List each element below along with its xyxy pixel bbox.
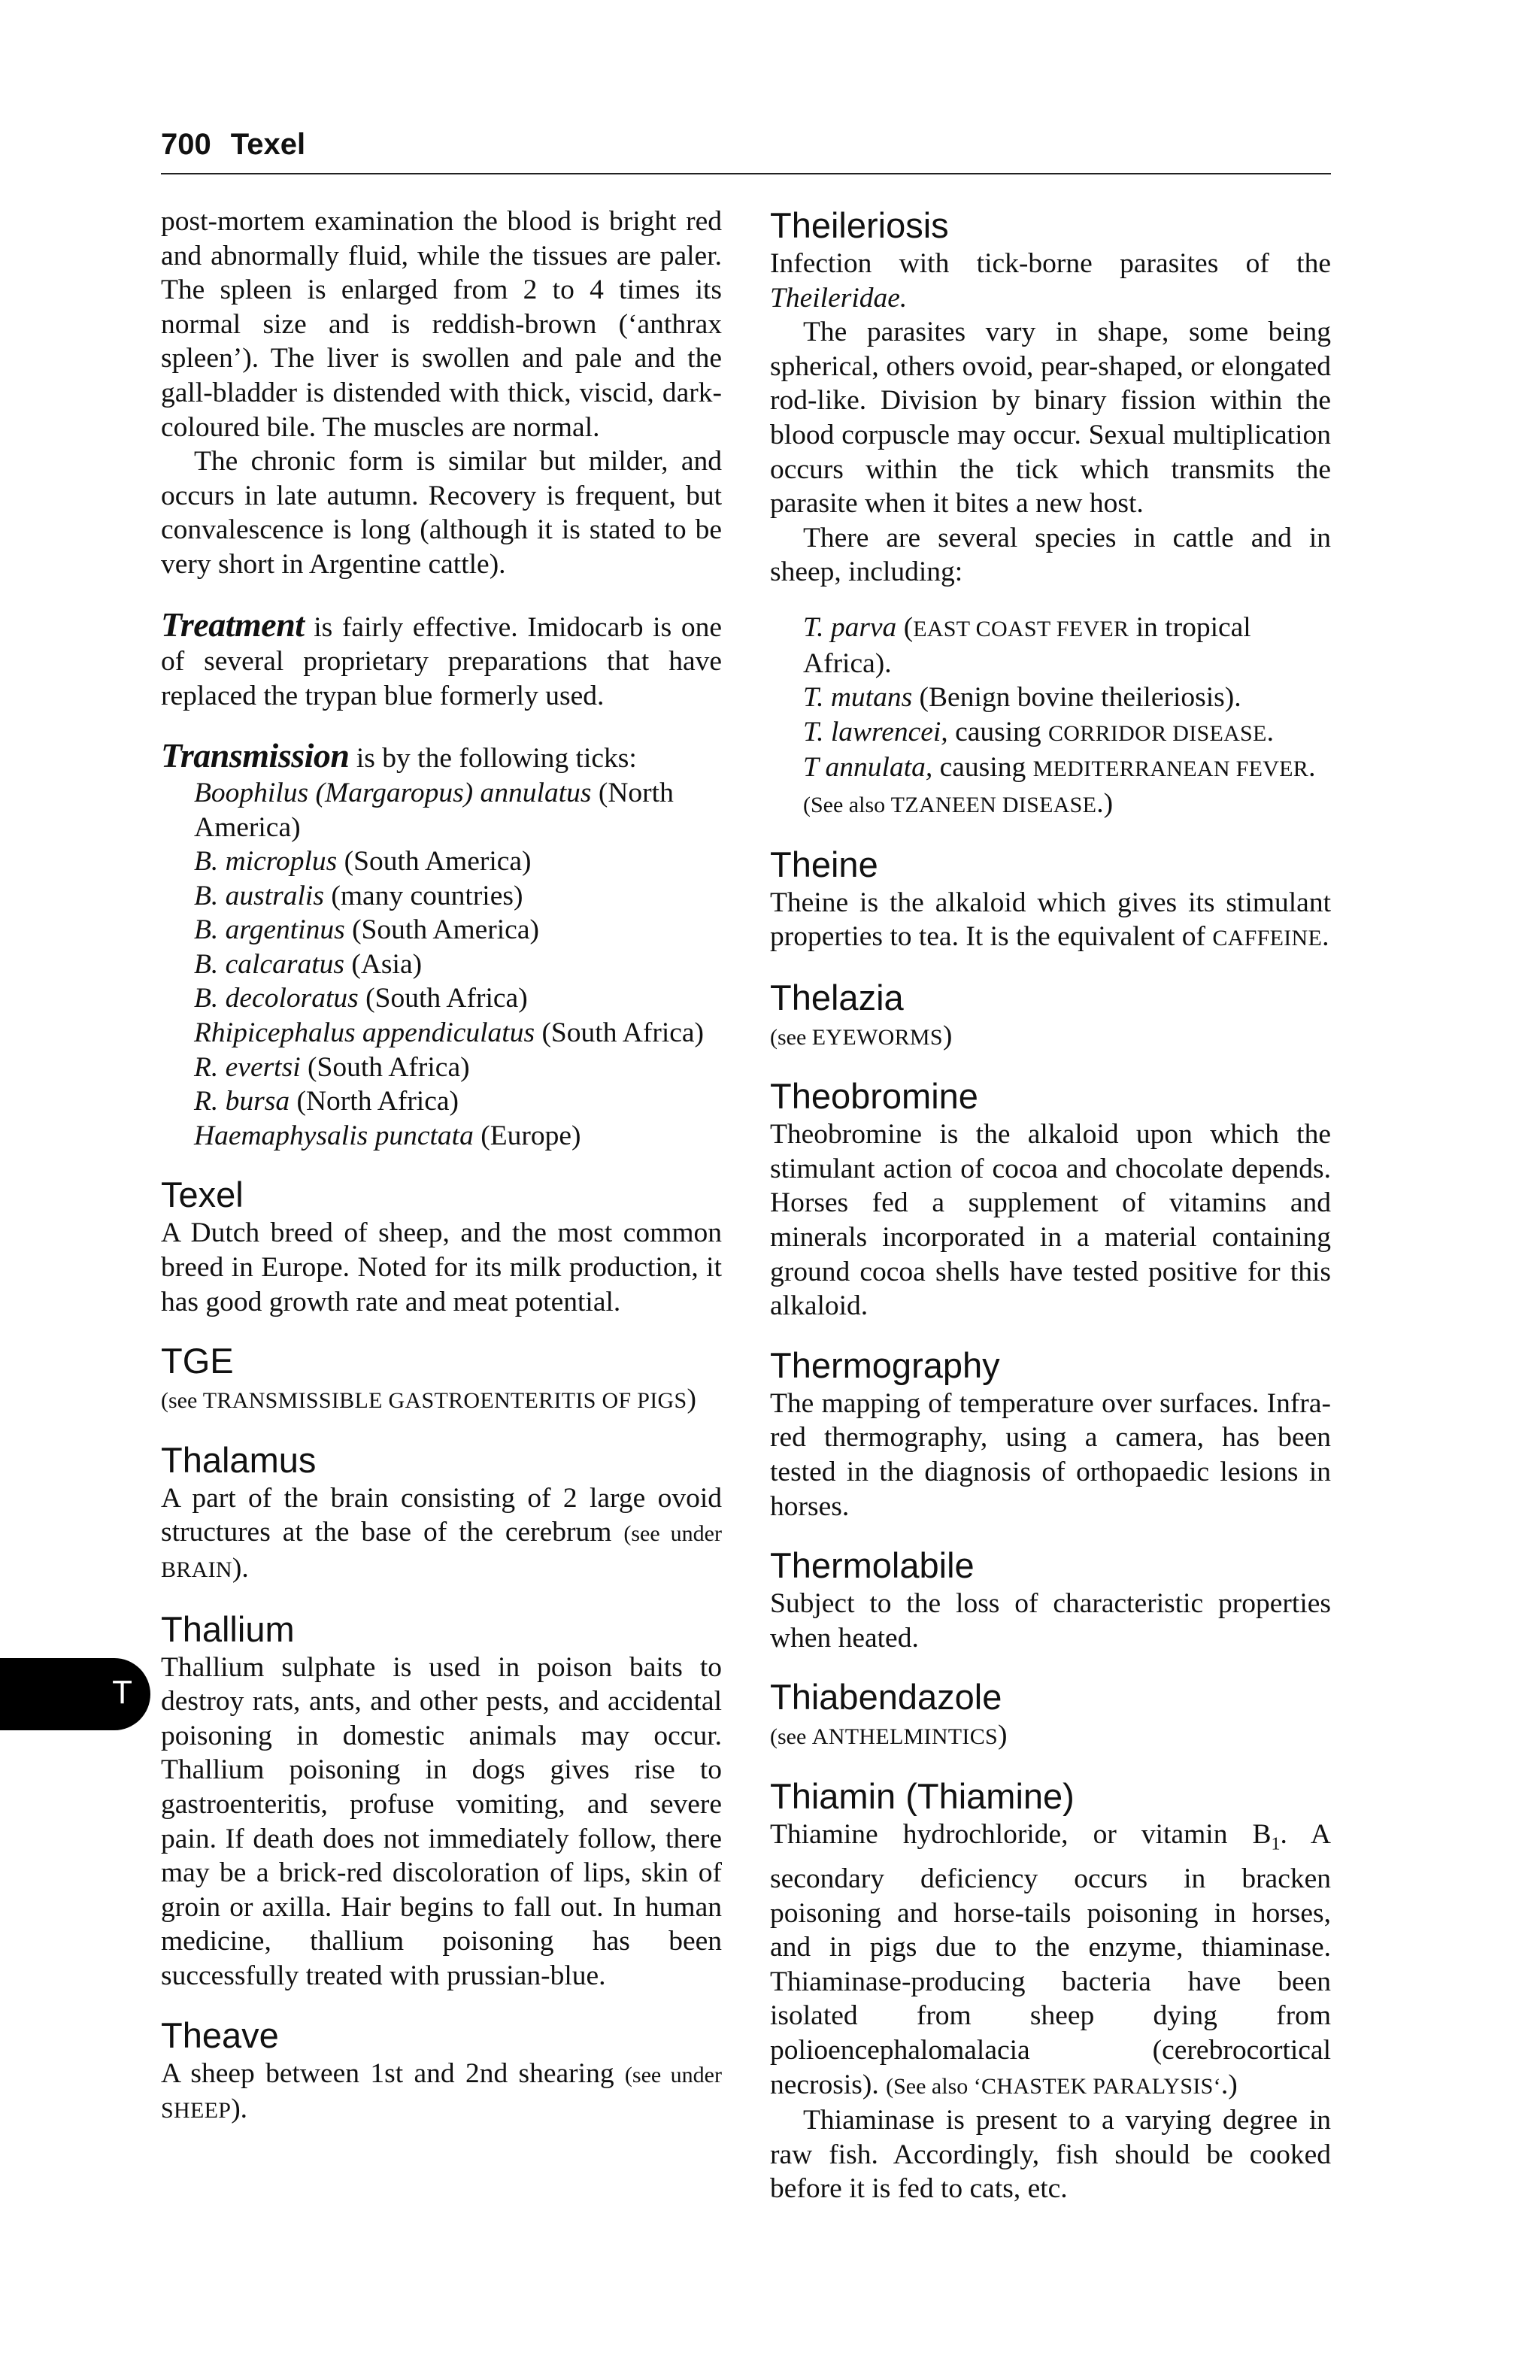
entry-text-texel: A Dutch breed of sheep, and the most common breed in Europe. Noted for its milk production, it has good growth rate and meat potential. xyxy=(161,1217,722,1317)
punctuation: ) xyxy=(998,1720,1008,1751)
entry-heading-thalamus: Thalamus xyxy=(161,1439,317,1480)
species-name: T annulata, xyxy=(803,752,933,784)
tick-region: (South America) xyxy=(337,846,532,878)
anthrax-paragraph: post-mortem examination the blood is bright red and abnormally fluid, while the tissues are paler. The spleen is enlarged from 2 to 4 times its normal size and is reddish-brown (‘anthrax spleen’). The liver is swollen and pale and the gall-bladder is distended with thick, viscid, dark-coloured bile. The muscles are normal. xyxy=(161,206,722,443)
cross-reference: BRAIN xyxy=(161,1557,232,1582)
tick-region: (Asia) xyxy=(344,948,423,980)
tick-region: (North Africa) xyxy=(290,1086,459,1117)
treatment-paragraph xyxy=(161,605,722,714)
cross-reference: TRANSMISSIBLE GASTROENTERITIS OF PIGS xyxy=(202,1388,687,1414)
theileria-species-list xyxy=(770,611,1331,823)
entry-heading-thiamin: Thiamin (Thiamine) xyxy=(770,1776,1075,1816)
tick-item xyxy=(161,1119,722,1154)
transmission-paragraph xyxy=(161,738,722,776)
theileriosis-parasites-paragraph: The parasites vary in shape, some being spherical, others ovoid, pear-shaped, or elongated rod-like. Division by binary fission within the blood corpuscle may occur. Sexual multiplication occurs within the tick which transmits the parasite when it bites a new host. xyxy=(770,317,1331,520)
see-label: (See also xyxy=(886,2073,974,2099)
punctuation: ) xyxy=(942,1020,953,1051)
see-label: (see xyxy=(770,1724,812,1750)
see-also-line xyxy=(770,787,1331,823)
entry-text-thermolabile: Subject to the loss of characteristic properties when heated. xyxy=(770,1588,1331,1654)
tick-region: (North America) xyxy=(194,777,674,843)
punctuation: .) xyxy=(1220,2069,1238,2100)
thiaminase-paragraph: Thiaminase is present to a varying degree in raw fish. Accordingly, fish should be cooked before it is fed to cats, etc. xyxy=(770,2105,1331,2205)
running-head-title: Texel xyxy=(230,128,306,161)
punctuation: ). xyxy=(232,1553,249,1584)
entry-text-theave xyxy=(161,2057,722,2128)
entry-text-thiabendazole xyxy=(770,1718,1331,1754)
tick-species-name: B. microplus xyxy=(194,846,338,878)
entry-heading-theave: Theave xyxy=(161,2015,279,2055)
tick-item xyxy=(161,981,722,1016)
chronic-form-paragraph: The chronic form is similar but milder, and occurs in late autumn. Recovery is frequent, but convalescence is long (although it is stated to be very short in Argentine cattle). xyxy=(161,446,722,580)
species-text: (Benign bovine theileriosis). xyxy=(912,682,1241,714)
theileriosis-definition xyxy=(770,247,1331,315)
tick-species-name: B. calcaratus xyxy=(194,948,344,980)
cross-reference: EYEWORMS xyxy=(811,1024,943,1050)
entry-text-thiamin xyxy=(770,1818,1331,2103)
entry-heading-theileriosis: Theileriosis xyxy=(770,205,949,245)
cross-reference: ANTHELMINTICS xyxy=(811,1724,999,1750)
treatment-subheading: Treatment xyxy=(161,605,305,644)
see-label: (See also xyxy=(803,792,891,817)
entry-heading-theine: Theine xyxy=(770,844,878,884)
tick-region: (South America) xyxy=(344,914,539,946)
tick-item xyxy=(161,947,722,982)
species-text: causing xyxy=(947,716,1048,747)
tick-list xyxy=(161,776,722,1154)
tick-region: (South Africa) xyxy=(300,1051,470,1083)
species-text: causing xyxy=(932,752,1033,784)
entry-body: . A secondary deficiency occurs in bracken poisoning and horse-tails poisoning in horses, and in pigs due to the enzyme, thiaminase. Thiaminase-producing bacteria have been isolated from sheep dying from polioencephalomalacia (cerebrocortical necrosis). xyxy=(770,1819,1332,2100)
tick-item xyxy=(161,879,722,914)
entry-text-thermography: The mapping of temperature over surfaces. Infra-red thermography, using a camera, has been tested in the diagnosis of orthopaedic lesions in horses. xyxy=(770,1387,1331,1522)
entry-text-tge xyxy=(161,1382,722,1418)
cross-reference: CORRIDOR DISEASE xyxy=(1048,720,1267,746)
punctuation: .) xyxy=(1096,787,1114,819)
tick-item xyxy=(161,1051,722,1085)
cross-reference: TZANEEN DISEASE xyxy=(890,792,1097,817)
punctuation: . xyxy=(1322,921,1329,953)
species-item xyxy=(770,681,1331,715)
entry-heading-theobromine: Theobromine xyxy=(770,1076,978,1117)
treatment-text: is fairly effective. Imidocarb is one of several proprietary preparations that have replaced the trypan blue formerly used. xyxy=(161,611,722,711)
theileriosis-species-intro: There are several species in cattle and in sheep, including: xyxy=(770,522,1331,588)
species-item xyxy=(770,715,1331,751)
entry-body: A sheep between 1st and 2nd shearing xyxy=(161,2057,625,2089)
entry-heading-thiabendazole: Thiabendazole xyxy=(770,1677,1002,1718)
see-label: (see xyxy=(161,1388,203,1414)
left-column xyxy=(161,205,722,2128)
tick-species-name: B. australis xyxy=(194,880,324,911)
tick-region: (many countries) xyxy=(323,880,523,911)
tick-item xyxy=(161,776,722,844)
entry-text-thallium: Thallium sulphate is used in poison baits to destroy rats, ants, and other pests, and accidental poisoning in domestic animals may occur. Thallium poisoning in dogs gives rise to gastroenteritis, profuse vomiting, and severe pain. If death does not immediately follow, there may be a brick-red discoloration of lips, skin of groin or axilla. Hair begins to fall out. In human medicine, thallium poisoning has been successfully treated with prussian-blue. xyxy=(161,1651,722,1991)
punctuation: ) xyxy=(687,1384,696,1415)
tick-item xyxy=(161,913,722,947)
entry-heading-thallium: Thallium xyxy=(161,1608,295,1649)
tick-item xyxy=(161,844,722,879)
species-name: T. lawrencei, xyxy=(803,716,948,747)
thumb-tab-letter: T xyxy=(112,1674,132,1711)
taxon-name: Theileridae. xyxy=(770,282,908,314)
species-text: ( xyxy=(896,611,914,643)
entry-heading-texel: Texel xyxy=(161,1175,244,1215)
species-name: T. parva xyxy=(803,611,897,643)
tick-species-name: Boophilus (Margaropus) annulatus xyxy=(194,777,592,808)
cross-reference: ‘CHASTEK PARALYSIS‘ xyxy=(973,2073,1221,2099)
see-label: (see under xyxy=(623,1521,722,1547)
entry-body: Theine is the alkaloid which gives its stimulant properties to tea. It is the equivalent of xyxy=(770,887,1331,953)
running-head xyxy=(161,126,1331,174)
species-text: in tropical Africa). xyxy=(803,611,1251,679)
tick-item xyxy=(161,1016,722,1051)
tick-species-name: Rhipicephalus appendiculatus xyxy=(194,1017,535,1049)
subscript: 1 xyxy=(1271,1834,1281,1854)
species-item xyxy=(770,750,1331,787)
tick-species-name: R. evertsi xyxy=(194,1051,301,1083)
cross-reference: CAFFEINE xyxy=(1212,926,1323,951)
cross-reference: EAST COAST FEVER xyxy=(913,616,1129,641)
transmission-text: is by the following ticks: xyxy=(349,743,637,775)
thumb-index-tab xyxy=(0,1658,150,1730)
tick-item xyxy=(161,1084,722,1119)
tick-species-name: B. decoloratus xyxy=(194,983,359,1014)
cross-reference: SHEEP xyxy=(161,2098,232,2124)
entry-text-thelazia xyxy=(770,1019,1331,1055)
entry-body: Thiamine hydrochloride, or vitamin B xyxy=(770,1819,1272,1850)
entry-heading-tge: TGE xyxy=(161,1341,234,1381)
species-text: . xyxy=(1308,752,1316,784)
see-label: (see xyxy=(770,1024,812,1050)
page-number: 700 xyxy=(161,128,211,161)
tick-species-name: Haemaphysalis punctata xyxy=(194,1120,474,1151)
entry-text-thalamus xyxy=(161,1481,722,1587)
see-label: (see under xyxy=(624,2062,722,2087)
punctuation: ). xyxy=(231,2093,248,2125)
entry-text-theine xyxy=(770,886,1331,956)
species-name: T. mutans xyxy=(803,682,913,714)
species-item xyxy=(770,611,1331,681)
entry-body: Infection with tick-borne parasites of the xyxy=(770,248,1331,279)
tick-species-name: B. argentinus xyxy=(194,914,345,946)
tick-region: (South Africa) xyxy=(358,983,528,1014)
entry-heading-thermolabile: Thermolabile xyxy=(770,1545,975,1586)
tick-species-name: R. bursa xyxy=(194,1086,290,1117)
species-text: . xyxy=(1266,716,1275,747)
transmission-subheading: Transmission xyxy=(161,736,350,775)
tick-region: (Europe) xyxy=(473,1120,581,1151)
entry-body: A part of the brain consisting of 2 large ovoid structures at the base of the cerebrum xyxy=(161,1482,722,1548)
entry-text-theobromine: Theobromine is the alkaloid upon which the stimulant action of cocoa and chocolate depends. Horses fed a supplement of vitamins and minerals incorporated in a material containing ground cocoa shells have tested positive for this alkaloid. xyxy=(770,1119,1331,1322)
entry-heading-thelazia: Thelazia xyxy=(770,977,904,1017)
tick-region: (South Africa) xyxy=(535,1017,705,1049)
right-column xyxy=(770,205,1331,2206)
entry-heading-thermography: Thermography xyxy=(770,1345,1000,1385)
cross-reference: MEDITERRANEAN FEVER xyxy=(1032,756,1309,782)
